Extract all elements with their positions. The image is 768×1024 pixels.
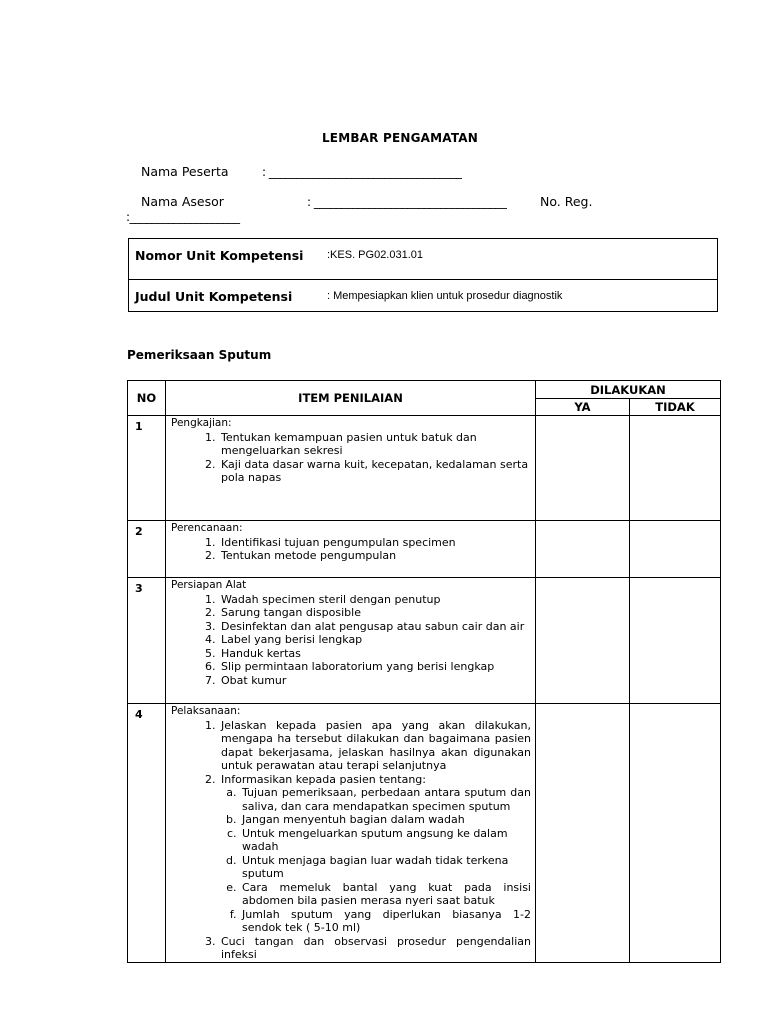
list-item: 2. Tentukan metode pengumpulan [219,549,531,563]
nama-asesor-field[interactable]: : ___________________________________ [307,195,507,209]
header-dilakukan: DILAKUKAN [536,381,721,399]
ya-checkbox-cell[interactable] [536,578,630,704]
tidak-checkbox-cell[interactable] [630,704,721,963]
list-item: 1. Jelaskan kepada pasien apa yang akan dilakukan, mengapa ha tersebut dilakukan dan bagaimana pasien dapat bekerjasama, jelaskan hasilnya akan digunakan untuk perawatan atau terapi selanjutnya [219,719,531,773]
nama-peserta-field[interactable]: : ___________________________________ [262,165,462,179]
row-heading: Pengkajian: [171,417,232,429]
sub-list-item: f. Jumlah sputum yang diperlukan biasanya 1-2 sendok tek ( 5-10 ml) [240,908,531,935]
nama-peserta-label: Nama Peserta [141,164,229,179]
row-heading: Perencanaan: [171,522,243,534]
list-item: 7. Obat kumur [219,674,531,688]
section-title: Pemeriksaan Sputum [127,348,272,362]
ya-checkbox-cell[interactable] [536,521,630,578]
list-item: 4. Label yang berisi lengkap [219,633,531,647]
row-number: 4 [128,704,166,963]
list-item: 6. Slip permintaan laboratorium yang berisi lengkap [219,660,531,674]
sub-list [221,786,531,935]
table-row [128,416,721,521]
list-item: 5. Handuk kertas [219,647,531,661]
table-row [128,578,721,704]
unit-row-judul [129,279,717,316]
row-number: 2 [128,521,166,578]
unit-kompetensi-box [128,238,718,312]
table-row [128,704,721,963]
list-item [219,773,531,935]
unit-row-nomor [129,239,717,275]
nama-asesor-label: Nama Asesor [141,194,224,209]
sub-list-item: b. Jangan menyentuh bagian dalam wadah [240,813,531,827]
header-tidak: TIDAK [630,399,721,416]
no-reg-label: No. Reg. [540,194,593,209]
header-item: ITEM PENILAIAN [166,381,536,416]
list-item: 1. Tentukan kemampuan pasien untuk batuk dan mengeluarkan sekresi [219,431,531,458]
list-item: 3. Desinfektan dan alat pengusap atau sabun cair dan air [219,620,531,634]
nomor-unit-value: :KES. PG02.031.01 [327,249,424,261]
item-cell [166,578,536,704]
tidak-checkbox-cell[interactable] [630,416,721,521]
list-item: 1. Wadah specimen steril dengan penutup [219,593,531,607]
list-item: 2. Kaji data dasar warna kuit, kecepatan, kedalaman serta pola napas [219,458,531,485]
row-number: 1 [128,416,166,521]
ya-checkbox-cell[interactable] [536,416,630,521]
judul-unit-value: : Mempesiapkan klien untuk prosedur diagnostik [327,290,563,302]
judul-unit-label: Judul Unit Kompetensi [135,289,293,304]
header-ya: YA [536,399,630,416]
item-cell [166,704,536,963]
list-item: 1. Identifikasi tujuan pengumpulan specimen [219,536,531,550]
header-no: NO [128,381,166,416]
sub-list-item: c. Untuk mengeluarkan sputum angsung ke dalam wadah [240,827,531,854]
tidak-checkbox-cell[interactable] [630,521,721,578]
page-title: LEMBAR PENGAMATAN [321,131,479,145]
list-item: 3. Cuci tangan dan observasi prosedur pengendalian infeksi [219,935,531,962]
list-item: 2. Sarung tangan disposible [219,606,531,620]
sub-list-item: d. Untuk menjaga bagian luar wadah tidak terkena sputum [240,854,531,881]
list-item-text: Informasikan kepada pasien tentang: [221,772,426,786]
sub-list-item: a. Tujuan pemeriksaan, perbedaan antara sputum dan saliva, dan cara mendapatkan specimen sputum [240,786,531,813]
item-cell [166,521,536,578]
row-heading: Pelaksanaan: [171,705,241,717]
nomor-unit-label: Nomor Unit Kompetensi [135,248,304,263]
table-row [128,521,721,578]
sub-list-item: e. Cara memeluk bantal yang kuat pada insisi abdomen bila pasien merasa nyeri saat batuk [240,881,531,908]
ya-checkbox-cell[interactable] [536,704,630,963]
row-number: 3 [128,578,166,704]
assessment-table [127,380,721,963]
item-cell [166,416,536,521]
row-heading: Persiapan Alat [171,579,247,591]
tidak-checkbox-cell[interactable] [630,578,721,704]
no-reg-field[interactable]: :____________________ [126,210,240,224]
